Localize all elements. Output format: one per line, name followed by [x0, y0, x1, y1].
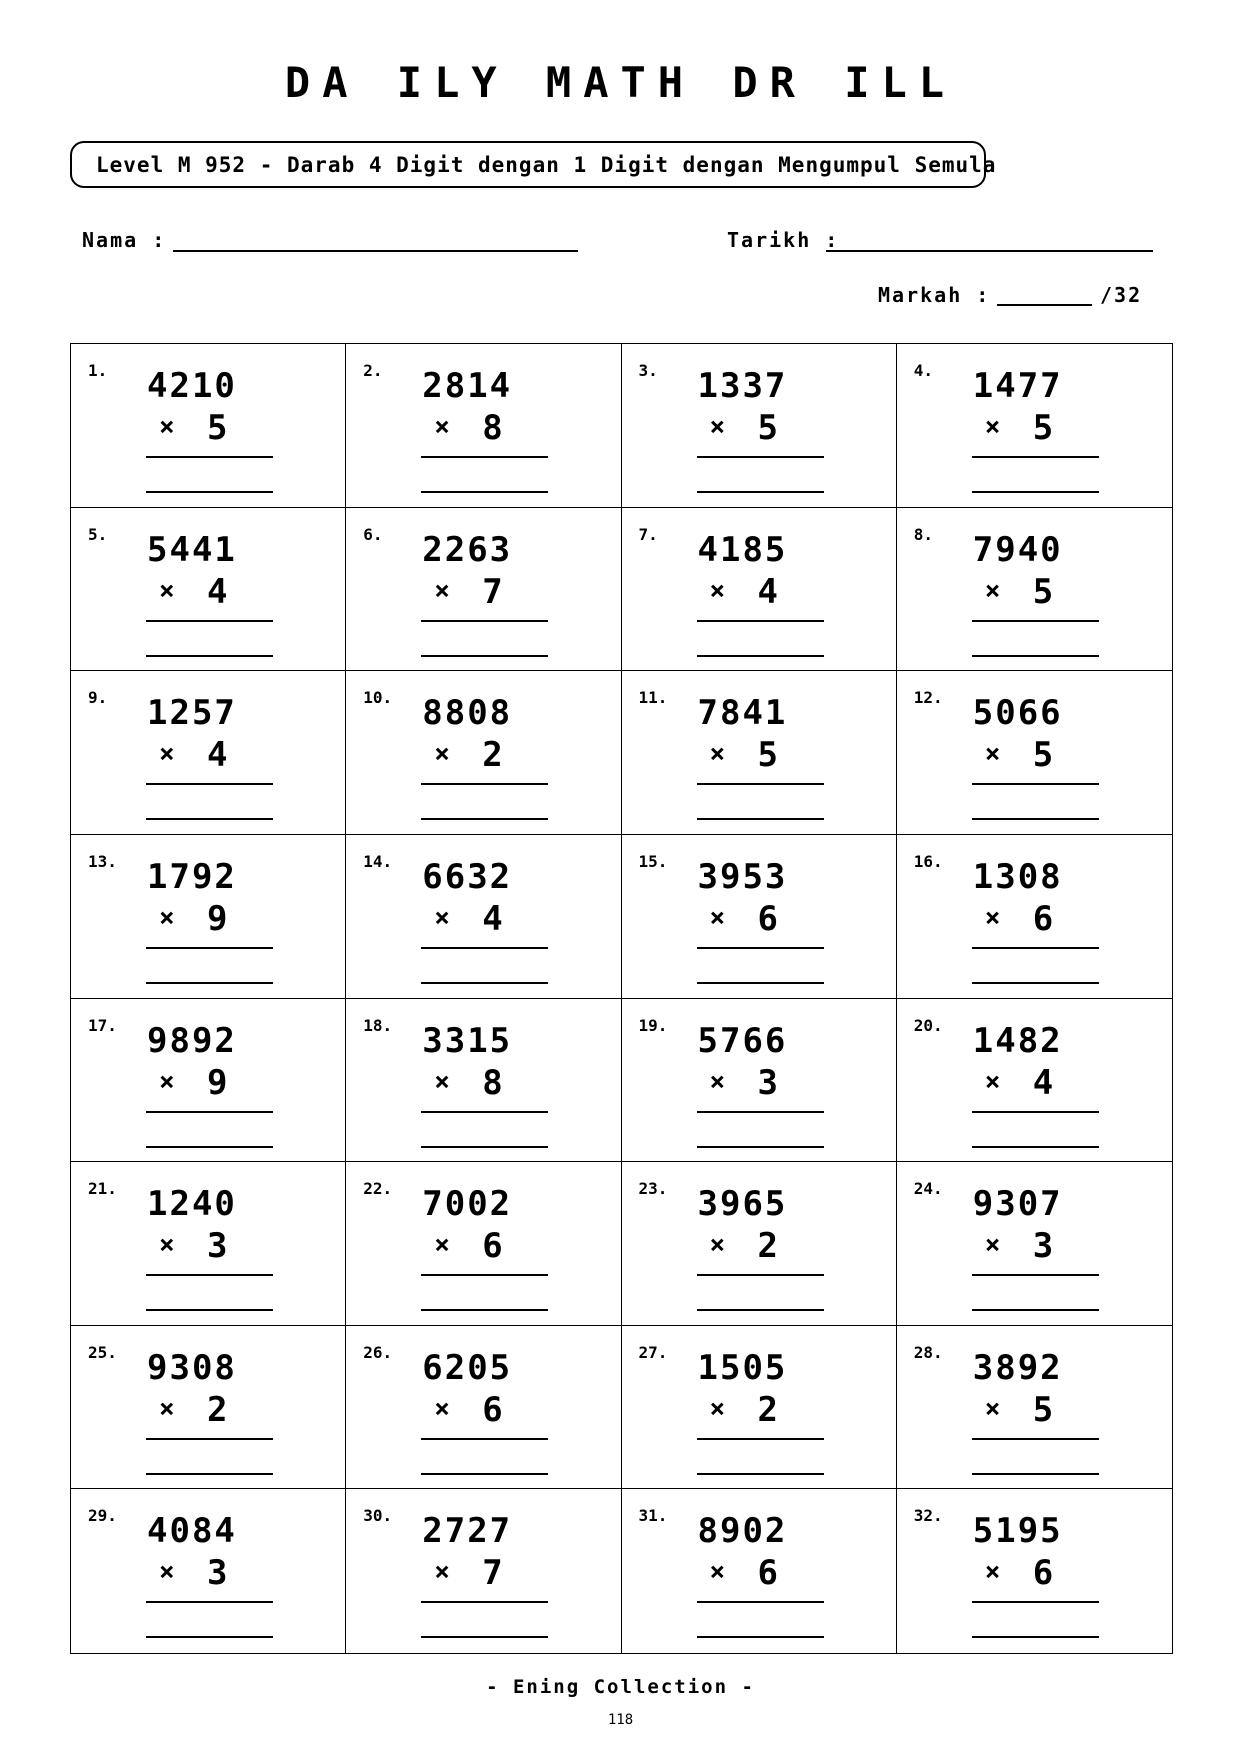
multiply-sign: ×	[159, 575, 175, 606]
problem-cell	[622, 508, 897, 672]
problem-cell	[622, 671, 897, 835]
problem-cell	[346, 999, 621, 1163]
answer-line[interactable]	[421, 655, 548, 657]
problem-number: 23.	[638, 1179, 668, 1199]
product-line	[972, 1274, 1099, 1276]
multiplicand: 3892	[972, 1347, 1063, 1388]
multiplicand: 5066	[972, 693, 1063, 734]
product-line	[421, 1111, 548, 1113]
page-number: 118	[607, 1712, 634, 1728]
problem-cell	[346, 1162, 621, 1326]
product-line	[146, 783, 273, 785]
multiplier: 7	[482, 1553, 503, 1594]
answer-line[interactable]	[421, 1636, 548, 1638]
multiplicand: 6632	[422, 856, 513, 897]
multiply-sign: ×	[434, 412, 450, 442]
product-line	[972, 783, 1099, 785]
multiply-sign: ×	[159, 412, 175, 442]
multiplier: 5	[207, 408, 228, 448]
multiplier: 3	[207, 1226, 228, 1267]
answer-line[interactable]	[697, 1636, 824, 1638]
multiplicand: 4084	[147, 1511, 237, 1552]
multiplicand: 7002	[422, 1184, 513, 1225]
product-line	[421, 456, 548, 458]
multiplier: 6	[1032, 1553, 1054, 1594]
multiplier: 7	[482, 571, 503, 612]
problem-number: 30.	[363, 1506, 393, 1526]
multiplier: 6	[757, 1553, 778, 1594]
answer-line[interactable]	[697, 982, 824, 984]
problem-cell	[897, 344, 1172, 508]
name-label: Nama :	[82, 228, 167, 252]
multiplicand: 7841	[697, 693, 788, 734]
problem-cell	[71, 835, 346, 999]
problem-number: 1.	[88, 361, 108, 380]
problem-number: 26.	[363, 1342, 393, 1362]
multiply-sign: ×	[984, 1230, 1001, 1261]
multiply-sign: ×	[159, 1557, 175, 1588]
multiplier: 2	[757, 1389, 778, 1430]
answer-line[interactable]	[697, 1473, 824, 1475]
product-line	[421, 947, 548, 949]
problem-number: 2.	[363, 361, 383, 380]
problem-cell	[897, 1489, 1172, 1653]
date-field[interactable]	[826, 250, 1153, 252]
problem-number: 21.	[88, 1179, 117, 1199]
multiplier: 4	[207, 735, 228, 776]
multiply-sign: ×	[159, 1066, 175, 1097]
answer-line[interactable]	[146, 1146, 273, 1148]
multiplier: 6	[482, 1389, 503, 1430]
multiplier: 6	[757, 898, 778, 939]
product-line	[146, 1601, 273, 1603]
multiplicand: 9892	[147, 1020, 237, 1061]
answer-line[interactable]	[146, 491, 273, 493]
problem-cell	[897, 671, 1172, 835]
problem-number: 7.	[638, 524, 658, 544]
problem-number: 27.	[638, 1342, 668, 1362]
problem-cell	[71, 344, 346, 508]
answer-line[interactable]	[146, 1309, 273, 1311]
problem-number: 14.	[363, 851, 393, 871]
problem-number: 5.	[88, 524, 108, 544]
multiply-sign: ×	[709, 412, 726, 442]
multiplier: 8	[482, 408, 503, 448]
multiply-sign: ×	[984, 1393, 1001, 1424]
problem-cell	[71, 671, 346, 835]
multiplicand: 1257	[147, 693, 237, 734]
multiply-sign: ×	[709, 1393, 726, 1424]
answer-line[interactable]	[146, 1636, 273, 1638]
multiply-sign: ×	[434, 1557, 450, 1588]
problem-cell	[346, 344, 621, 508]
multiplicand: 8808	[422, 693, 513, 734]
marks-field[interactable]	[997, 304, 1092, 306]
page-title: DA ILY MATH DR ILL	[284, 58, 957, 107]
multiply-sign: ×	[434, 902, 450, 933]
problem-number: 17.	[88, 1015, 117, 1035]
problem-number: 20.	[913, 1015, 943, 1035]
problem-cell	[897, 999, 1172, 1163]
problem-cell	[346, 671, 621, 835]
problem-cell	[346, 508, 621, 672]
multiplier: 4	[1032, 1062, 1054, 1103]
multiplicand: 1337	[697, 366, 788, 406]
answer-line[interactable]	[972, 1636, 1099, 1638]
answer-line[interactable]	[146, 818, 273, 820]
multiplicand: 9308	[147, 1347, 237, 1388]
answer-line[interactable]	[421, 491, 548, 493]
multiplier: 6	[482, 1226, 503, 1267]
problem-number: 31.	[638, 1506, 668, 1526]
product-line	[421, 620, 548, 622]
multiply-sign: ×	[159, 1393, 175, 1424]
answer-line[interactable]	[421, 1473, 548, 1475]
problem-number: 6.	[363, 524, 383, 544]
answer-line[interactable]	[697, 1309, 824, 1311]
multiplicand: 6205	[422, 1347, 513, 1388]
level-description-box	[70, 141, 997, 188]
multiply-sign: ×	[984, 1557, 1001, 1588]
level-description: Level M 952 - Darab 4 Digit dengan 1 Digit dengan Mengumpul Semula	[96, 152, 997, 177]
problem-number: 9.	[88, 688, 108, 708]
problem-number: 13.	[88, 851, 117, 871]
multiplier: 9	[207, 898, 228, 939]
problem-cell	[897, 1326, 1172, 1490]
multiply-sign: ×	[709, 739, 726, 770]
multiply-sign: ×	[984, 1066, 1001, 1097]
multiply-sign: ×	[984, 739, 1001, 770]
multiply-sign: ×	[984, 412, 1001, 442]
problem-number: 8.	[913, 524, 934, 544]
multiplicand: 4185	[697, 529, 788, 570]
problem-number: 22.	[363, 1179, 393, 1199]
problem-number: 10.	[363, 688, 393, 708]
multiplier: 4	[207, 571, 228, 612]
multiplier: 8	[482, 1062, 503, 1103]
problem-number: 4.	[913, 361, 934, 380]
problem-cell	[897, 835, 1172, 999]
marks-total: /32	[1100, 283, 1143, 307]
answer-line[interactable]	[972, 982, 1099, 984]
multiplicand: 1477	[972, 366, 1063, 406]
multiplier: 4	[757, 571, 778, 612]
problem-cell	[622, 344, 897, 508]
multiply-sign: ×	[159, 739, 175, 770]
answer-line[interactable]	[421, 982, 548, 984]
multiplicand: 3315	[422, 1020, 513, 1061]
answer-line[interactable]	[972, 655, 1099, 657]
problem-cell	[897, 508, 1172, 672]
product-line	[972, 456, 1099, 458]
product-line	[146, 1274, 273, 1276]
problem-cell	[346, 835, 621, 999]
problem-cell	[71, 999, 346, 1163]
multiplier: 4	[482, 898, 503, 939]
multiplicand: 9307	[972, 1184, 1063, 1225]
multiply-sign: ×	[709, 1557, 726, 1588]
answer-line[interactable]	[972, 1309, 1099, 1311]
multiply-sign: ×	[709, 575, 726, 606]
problem-number: 25.	[88, 1342, 117, 1362]
product-line	[421, 1438, 548, 1440]
product-line	[972, 1438, 1099, 1440]
product-line	[146, 947, 273, 949]
multiplier: 5	[757, 735, 778, 776]
multiply-sign: ×	[434, 1230, 450, 1261]
product-line	[146, 456, 273, 458]
multiplicand: 5766	[697, 1020, 788, 1061]
problem-grid	[70, 343, 1173, 1654]
problem-cell	[71, 1326, 346, 1490]
product-line	[697, 783, 824, 785]
problem-number: 32.	[913, 1506, 943, 1526]
date-label: Tarikh :	[727, 228, 840, 252]
answer-line[interactable]	[697, 1146, 824, 1148]
footer-credit: - Ening Collection -	[486, 1676, 755, 1698]
problem-number: 15.	[638, 851, 668, 871]
problem-cell	[622, 999, 897, 1163]
answer-line[interactable]	[697, 655, 824, 657]
multiplier: 6	[1032, 898, 1054, 939]
problem-cell	[622, 1489, 897, 1653]
multiplicand: 1482	[972, 1020, 1063, 1061]
answer-line[interactable]	[146, 1473, 273, 1475]
answer-line[interactable]	[972, 1473, 1099, 1475]
multiply-sign: ×	[984, 902, 1001, 933]
product-line	[972, 947, 1099, 949]
problem-cell	[71, 508, 346, 672]
multiplicand: 2727	[422, 1511, 513, 1552]
multiplier: 5	[1032, 571, 1054, 612]
problem-cell	[346, 1326, 621, 1490]
multiplier: 5	[1032, 735, 1054, 776]
multiplicand: 4210	[147, 366, 237, 406]
product-line	[146, 1111, 273, 1113]
multiplier: 9	[207, 1062, 228, 1103]
problem-number: 24.	[913, 1179, 943, 1199]
name-field[interactable]	[173, 250, 578, 252]
problem-number: 3.	[638, 361, 658, 380]
multiply-sign: ×	[434, 1066, 450, 1097]
multiply-sign: ×	[159, 1230, 175, 1261]
product-line	[972, 620, 1099, 622]
multiplicand: 7940	[972, 529, 1063, 570]
multiplicand: 3953	[697, 856, 788, 897]
problem-number: 18.	[363, 1015, 393, 1035]
problem-number: 16.	[913, 851, 943, 871]
multiplier: 2	[482, 735, 503, 776]
multiplicand: 5195	[972, 1511, 1063, 1552]
problem-number: 12.	[913, 688, 943, 708]
answer-line[interactable]	[421, 1309, 548, 1311]
problem-number: 11.	[638, 688, 668, 708]
problem-cell	[897, 1162, 1172, 1326]
product-line	[972, 1111, 1099, 1113]
answer-line[interactable]	[972, 491, 1099, 493]
product-line	[421, 783, 548, 785]
multiplier: 2	[207, 1389, 228, 1430]
product-line	[697, 947, 824, 949]
product-line	[421, 1274, 548, 1276]
product-line	[972, 1601, 1099, 1603]
multiplicand: 2263	[422, 529, 513, 570]
marks-label: Markah :	[878, 283, 991, 307]
multiplier: 5	[1032, 1389, 1054, 1430]
problem-cell	[622, 1326, 897, 1490]
problem-number: 28.	[913, 1342, 943, 1362]
product-line	[421, 1601, 548, 1603]
answer-line[interactable]	[421, 818, 548, 820]
problem-cell	[71, 1162, 346, 1326]
answer-line[interactable]	[972, 1146, 1099, 1148]
multiplier: 3	[1032, 1226, 1054, 1267]
multiply-sign: ×	[434, 739, 450, 770]
product-line	[697, 1438, 824, 1440]
problem-number: 29.	[88, 1506, 117, 1526]
product-line	[697, 456, 824, 458]
multiplier: 3	[207, 1553, 228, 1594]
multiplicand: 8902	[697, 1511, 788, 1552]
multiplicand: 2814	[422, 366, 513, 406]
product-line	[697, 1111, 824, 1113]
multiplicand: 5441	[147, 529, 237, 570]
product-line	[697, 620, 824, 622]
answer-line[interactable]	[697, 818, 824, 820]
problem-cell	[71, 1489, 346, 1653]
problem-cell	[622, 835, 897, 999]
multiply-sign: ×	[434, 575, 450, 606]
problem-cell	[622, 1162, 897, 1326]
answer-line[interactable]	[972, 818, 1099, 820]
multiply-sign: ×	[984, 575, 1001, 606]
answer-line[interactable]	[146, 982, 273, 984]
multiply-sign: ×	[159, 902, 175, 933]
multiplier: 5	[757, 408, 778, 448]
problem-cell	[346, 1489, 621, 1653]
multiply-sign: ×	[709, 902, 726, 933]
multiplicand: 1240	[147, 1184, 237, 1225]
answer-line[interactable]	[421, 1146, 548, 1148]
multiplier: 2	[757, 1226, 778, 1267]
multiplicand: 1308	[972, 856, 1063, 897]
multiplicand: 3965	[697, 1184, 788, 1225]
product-line	[146, 620, 273, 622]
multiplier: 5	[1032, 408, 1054, 448]
problem-number: 19.	[638, 1015, 668, 1035]
product-line	[697, 1274, 824, 1276]
product-line	[146, 1438, 273, 1440]
answer-line[interactable]	[146, 655, 273, 657]
multiply-sign: ×	[709, 1230, 726, 1261]
multiplier: 3	[757, 1062, 778, 1103]
answer-line[interactable]	[697, 491, 824, 493]
multiplicand: 1792	[147, 856, 237, 897]
multiplicand: 1505	[697, 1347, 788, 1388]
multiply-sign: ×	[434, 1393, 450, 1424]
multiply-sign: ×	[709, 1066, 726, 1097]
product-line	[697, 1601, 824, 1603]
